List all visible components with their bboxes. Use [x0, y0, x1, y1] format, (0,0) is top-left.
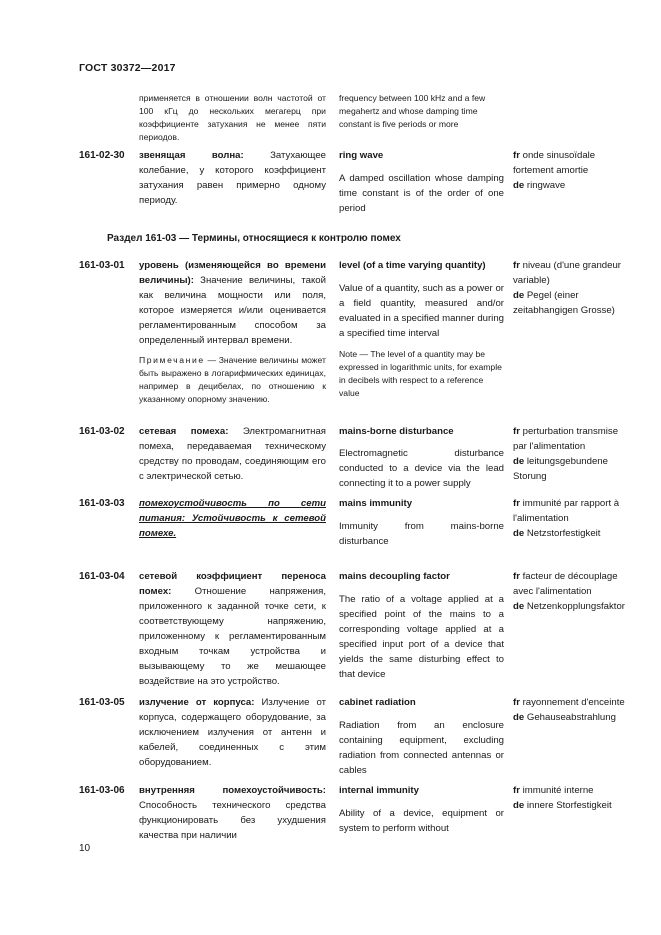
term-en-title: cabinet radiation: [339, 697, 416, 708]
term-code: 161-03-01: [79, 260, 125, 271]
de-label: de: [513, 528, 525, 539]
de-label: de: [513, 712, 525, 723]
de-equivalent: Netzenkopplungsfaktor: [524, 601, 625, 612]
note-text: — Значение величины может быть выражено в логарифмических единицах, например в децибелах, по отношению к указанному опорному значению.: [139, 355, 326, 404]
term-en-definition: A damped oscillation whose damping time constant is of the order of one period: [339, 173, 504, 214]
term-en-title: mains-borne disturbance: [339, 426, 454, 437]
section-heading: Раздел 161-03 — Термины, относящиеся к контролю помех: [107, 233, 401, 244]
term-en-definition: Immunity from mains-borne disturbance: [339, 521, 504, 547]
term-fr-de: [513, 148, 625, 193]
term-en: [339, 258, 504, 400]
term-en: [339, 496, 504, 549]
fr-label: fr: [513, 785, 520, 796]
term-ru-definition: Затухающее колебание, у которого коэффициент затухания равен примерно одному периоду.: [139, 150, 326, 206]
fr-label: fr: [513, 498, 520, 509]
term-ru: [139, 569, 326, 689]
continuation-en: frequency between 100 kHz and a few megahertz and whose damping time constant is five periods or more: [339, 93, 486, 129]
term-ru-definition: Способность технического средства функционировать без ухудшения качества при наличии: [139, 800, 326, 841]
de-equivalent: leitungsgebundene Storung: [513, 456, 608, 482]
term-ru-definition: Электромагнитная помеха, передаваемая техническому средству по проводам, соединяющим его с электрической сетью.: [139, 426, 327, 482]
term-ru: [139, 496, 326, 541]
document-header: ГОСТ 30372—2017: [79, 62, 176, 74]
term-en: [339, 695, 504, 778]
term-ru-title: сетевой коэффициент переноса помех:: [139, 571, 326, 597]
term-en-note: Note — The level of a quantity may be expressed in logarithmic units, for example in decibels with respect to a reference value: [339, 349, 502, 398]
term-ru-title: излучение от корпуса:: [139, 697, 255, 708]
term-ru: [139, 258, 326, 406]
de-equivalent: Gehauseabstrahlung: [524, 712, 616, 723]
term-ru-title: уровень (изменяющейся во времени величины):: [139, 260, 326, 286]
page-number: 10: [79, 843, 91, 854]
term-ru: [139, 424, 326, 484]
term-fr-de: [513, 258, 625, 318]
term-code: 161-03-06: [79, 785, 125, 796]
de-equivalent: Netzstorfestigkeit: [524, 528, 601, 539]
term-en-title: ring wave: [339, 150, 384, 161]
term-code: 161-03-03: [79, 498, 125, 509]
term-ru-title: внутренняя помехоустойчивость:: [139, 785, 326, 796]
term-code: 161-03-04: [79, 571, 125, 582]
term-en: [339, 783, 504, 836]
fr-equivalent: perturbation transmise par l'alimentation: [513, 426, 619, 452]
term-ru-definition: Значение величины, такой как величина мощности или поля, которое измеряется и/или оценивается регламентированным способом за определенный интервал времени.: [139, 275, 326, 346]
de-equivalent: ringwave: [524, 180, 566, 191]
term-fr-de: [513, 496, 625, 541]
de-label: de: [513, 290, 525, 301]
de-label: de: [513, 456, 525, 467]
de-label: de: [513, 800, 525, 811]
fr-equivalent: facteur de découplage avec l'alimentation: [513, 571, 618, 597]
de-label: de: [513, 601, 525, 612]
fr-equivalent: niveau (d'une grandeur variable): [513, 260, 621, 286]
term-en: [339, 148, 504, 216]
term-code: 161-03-02: [79, 426, 125, 437]
term-ru: [139, 783, 326, 843]
de-equivalent: Pegel (einer zeitabhangigen Grosse): [513, 290, 615, 316]
term-fr-de: [513, 569, 625, 614]
term-en-title: internal immunity: [339, 785, 419, 796]
fr-label: fr: [513, 260, 520, 271]
term-code: 161-02-30: [79, 150, 125, 161]
term-ru-definition: Излучение от корпуса, содержащего оборудование, за исключением излучения от антенн и кабелей, соединенных с этим оборудованием.: [139, 697, 326, 768]
fr-equivalent: onde sinusoïdale fortement amortie: [513, 150, 596, 176]
term-fr-de: [513, 424, 625, 484]
fr-equivalent: rayonnement d'enceinte: [519, 697, 625, 708]
fr-equivalent: immunité par rapport à l'alimentation: [513, 498, 620, 524]
de-equivalent: innere Storfestigkeit: [524, 800, 612, 811]
fr-equivalent: immunité interne: [519, 785, 594, 796]
fr-label: fr: [513, 697, 520, 708]
term-en-title: mains decoupling factor: [339, 571, 450, 582]
term-en-definition: Radiation from an enclosure containing equipment, excluding radiation from connected antennas or cables: [339, 720, 504, 776]
fr-label: fr: [513, 150, 520, 161]
note-label: Примечание: [139, 355, 205, 365]
term-en-definition: Value of a quantity, such as a power or a field quantity, measured and/or evaluated in a specified manner during a specified time interval: [339, 283, 504, 339]
term-fr-de: [513, 783, 625, 813]
term-en-definition: Ability of a device, equipment or system to perform without: [339, 808, 504, 834]
term-ru: [139, 695, 326, 770]
term-en-title: mains immunity: [339, 498, 413, 509]
term-en-definition: Electromagnetic disturbance conducted to a device via the lead connecting it to a power supply: [339, 448, 504, 489]
term-en-definition: The ratio of a voltage applied at a specified point of the mains to a corresponding voltage applied at a specified input port of a device that yields the same disturbing effect to that device: [339, 594, 504, 680]
term-ru-title: помехоустойчивость по сети питания: Устойчивость к сетевой помехе.: [139, 498, 326, 539]
fr-label: fr: [513, 426, 520, 437]
term-fr-de: [513, 695, 625, 725]
continuation-ru: применяется в отношении волн частотой от 100 кГц до нескольких мегагерц при коэффициенте затухания не менее пяти периодов.: [139, 93, 326, 142]
term-ru: [139, 148, 326, 208]
term-ru-note: [139, 354, 326, 406]
term-en: [339, 569, 504, 682]
fr-label: fr: [513, 571, 520, 582]
term-ru-title: звенящая волна:: [139, 150, 244, 161]
term-en-title: level (of a time varying quantity): [339, 260, 486, 271]
term-ru-title: сетевая помеха:: [139, 426, 229, 437]
term-code: 161-03-05: [79, 697, 125, 708]
de-label: de: [513, 180, 525, 191]
term-en: [339, 424, 504, 491]
term-ru-definition: Отношение напряжения, приложенного к заданной точке сети, к соответствующему напряжению, приложенному к регламентированным входным точкам устройства и вызывающему то же мешающее воздействие на это устройство.: [139, 586, 326, 687]
